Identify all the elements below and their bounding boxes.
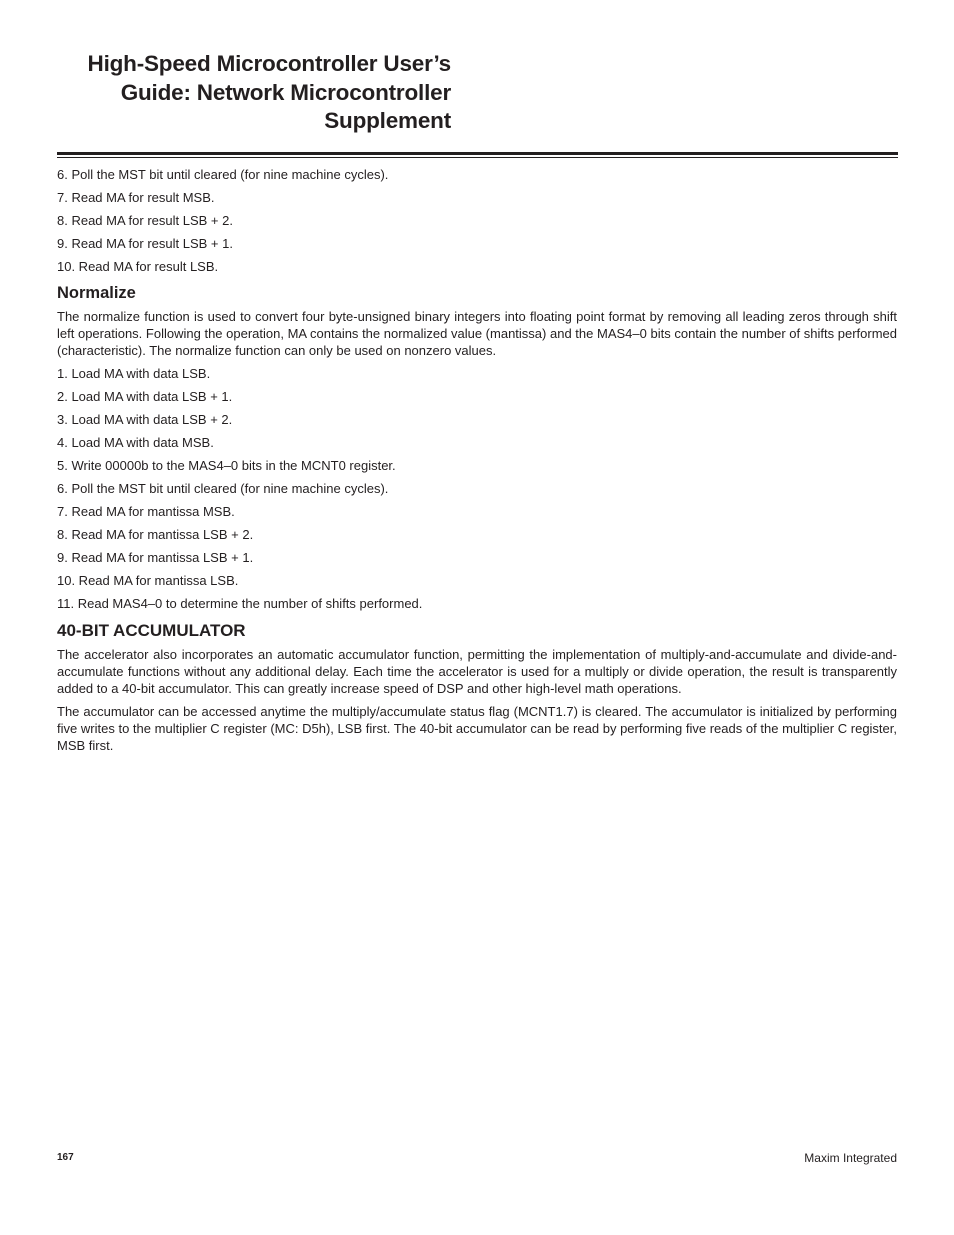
normalize-description: The normalize function is used to convert four byte-unsigned binary integers into floating point format by removing all leading zeros through shift left operations. Following the operation, MA contains the normalized value (mantissa) and the MAS4–0 bits contain the number of shifts performed (characteristic). The normalize function can only be used on nonzero values. xyxy=(57,309,897,358)
page-content xyxy=(57,166,897,760)
accumulator-heading: 40-BIT ACCUMULATOR xyxy=(57,621,246,640)
header-divider-thin xyxy=(57,157,898,158)
list-item: 7. Read MA for mantissa MSB. xyxy=(57,504,235,519)
list-item: 4. Load MA with data MSB. xyxy=(57,435,214,450)
list-item: 8. Read MA for result LSB + 2. xyxy=(57,213,233,228)
accumulator-paragraph: The accelerator also incorporates an automatic accumulator function, permitting the implementation of multiply-and-accumulate and divide-and-accumulate functions without any additional delay. Each time the accelerator is used for a multiply or divide operation, the result is transparently added to a 40-bit accumulator. This can greatly increase speed of DSP and other high-level math operations. xyxy=(57,647,897,696)
list-item: 7. Read MA for result MSB. xyxy=(57,190,215,205)
list-item: 10. Read MA for mantissa LSB. xyxy=(57,573,239,588)
list-item: 10. Read MA for result LSB. xyxy=(57,259,219,274)
list-item: 2. Load MA with data LSB + 1. xyxy=(57,389,233,404)
header-divider-thick xyxy=(57,152,898,155)
list-item: 5. Write 00000b to the MAS4–0 bits in the MCNT0 register. xyxy=(57,458,396,473)
list-item: 6. Poll the MST bit until cleared (for nine machine cycles). xyxy=(57,481,389,496)
document-title xyxy=(40,50,451,136)
list-item: 1. Load MA with data LSB. xyxy=(57,366,211,381)
accumulator-paragraph: The accumulator can be accessed anytime the multiply/accumulate status flag (MCNT1.7) is cleared. The accumulator is initialized by performing five writes to the multiplier C register (MC: D5h), LSB first. The 40-bit accumulator can be read by performing five reads of the multiplier C register, MSB first. xyxy=(57,704,897,753)
document-title-line: Guide: Network Microcontroller xyxy=(120,79,451,105)
list-item: 9. Read MA for result LSB + 1. xyxy=(57,236,233,251)
footer-brand: Maxim Integrated xyxy=(804,1151,897,1165)
list-item: 6. Poll the MST bit until cleared (for nine machine cycles). xyxy=(57,167,389,182)
intro-steps-list xyxy=(57,166,897,275)
list-item: 8. Read MA for mantissa LSB + 2. xyxy=(57,527,254,542)
document-title-line: High-Speed Microcontroller User’s xyxy=(87,51,451,76)
normalize-heading: Normalize xyxy=(57,284,136,302)
list-item: 11. Read MAS4–0 to determine the number of shifts performed. xyxy=(57,596,423,611)
list-item: 3. Load MA with data LSB + 2. xyxy=(57,412,233,427)
list-item: 9. Read MA for mantissa LSB + 1. xyxy=(57,550,254,565)
normalize-steps-list xyxy=(57,365,897,612)
page-number: 167 xyxy=(57,1152,74,1163)
document-title-line: Supplement xyxy=(324,108,451,133)
